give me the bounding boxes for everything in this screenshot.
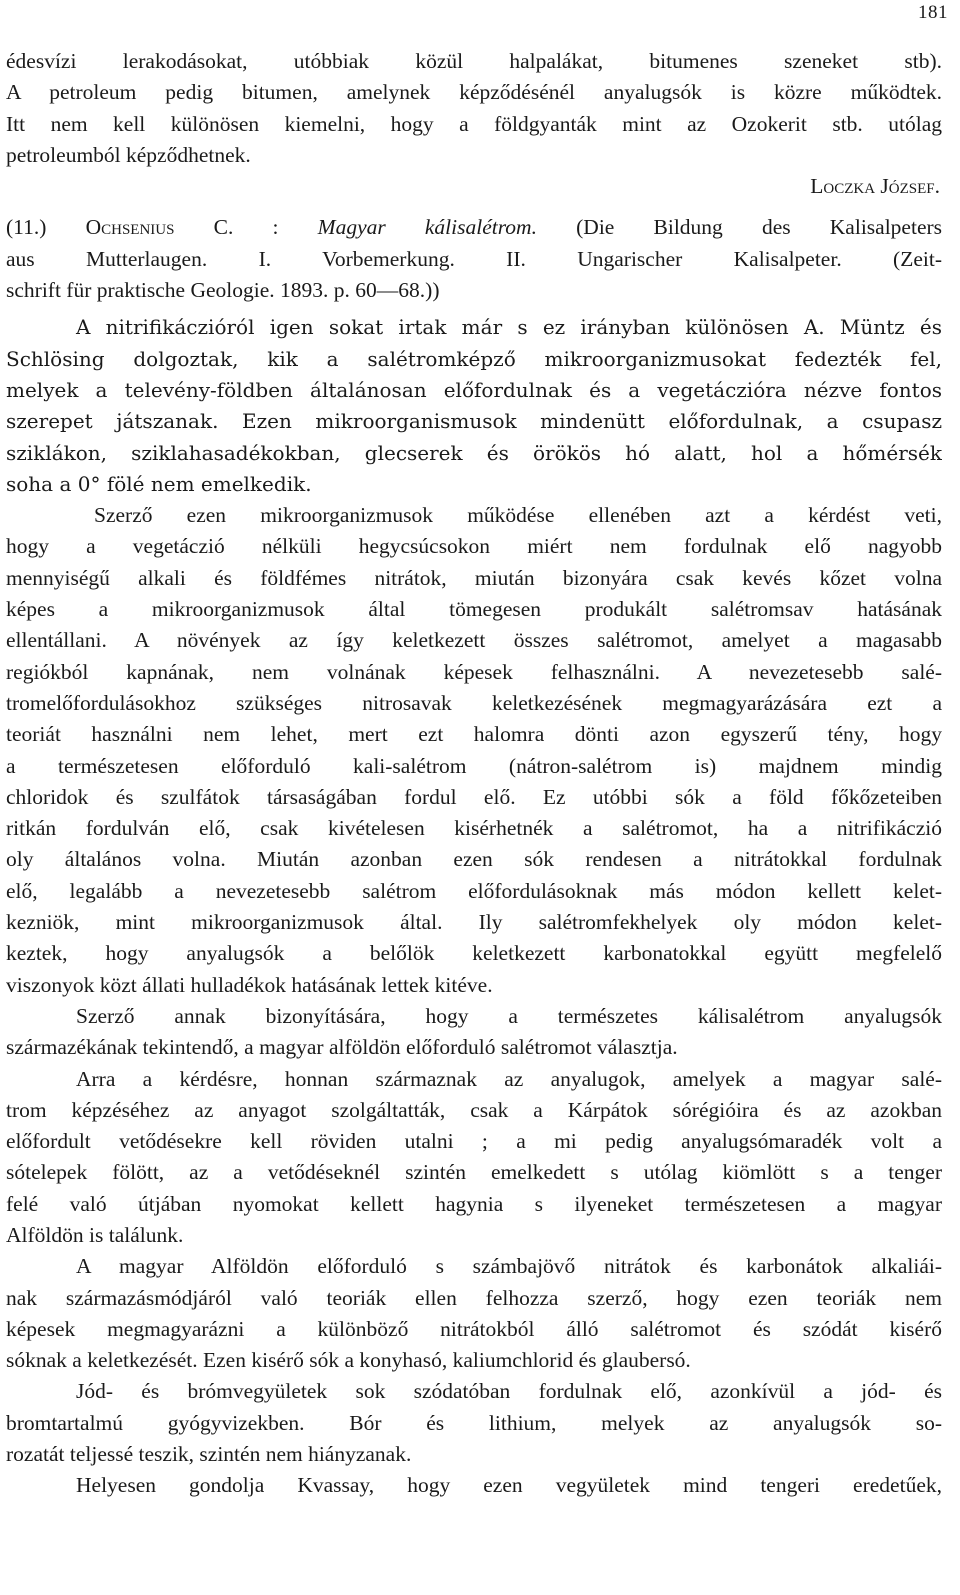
text-line: Schlösing dolgoztak, kik a salétromképző mikroorganizmusokat fedezték fel, — [6, 346, 942, 371]
text-line: szerepet játszanak. Ezen mikroorganismusok mindenütt előfordulnak, a csupasz — [6, 409, 942, 434]
text-line: trom képzéséhez az anyagot szolgáltatták, csak a Kárpátok sórégióira és az azokban — [6, 1097, 942, 1122]
text-line: a természetesen előforduló kali-salétrom (nátron-salétrom is) majdnem mindig — [6, 753, 942, 778]
text-line: Szerző annak bizonyítására, hogy a természetes kálisalétrom anyalugsók — [76, 1003, 942, 1028]
text-line: sóknak a keletkezését. Ezen kisérő sók a konyhasó, kaliumchlorid és glaubersó. — [6, 1348, 691, 1373]
citation-number: (11.) — [6, 215, 47, 240]
page-number: 181 — [918, 2, 948, 23]
text-line: mennyiségű alkali és földfémes nitrátok, miután bizonyára csak kevés kőzet volna — [6, 565, 942, 590]
text-line: ellentállani. A növények az így keletkezett összes salétromot, amelyet a magasabb — [6, 628, 942, 653]
text-line: melyek a televény-földben általánosan előfordulnak és a vegetáczióra nézve fontos — [6, 377, 942, 402]
text-line: Alföldön is találunk. — [6, 1222, 184, 1247]
intro-paragraph — [6, 46, 942, 171]
intro-line: Itt nem kell különösen kiemelni, hogy a földgyanták mint az Ozokerit stb. utólag — [6, 111, 942, 136]
text-line: soha a 0° fölé nem emelkedik. — [6, 471, 312, 496]
text-line: nak származásmódjáról való teoriák ellen felhozza szerző, hogy ezen teoriák nem — [6, 1285, 942, 1310]
text-line: hogy a vegetáczió nélküli hegycsúcsokon miért nem fordulnak elő nagyobb — [6, 534, 942, 559]
text-line: Szerző ezen mikroorganizmusok működése ellenében azt a kérdést veti, — [94, 503, 942, 528]
text-line: elő, legalább a nevezetesebb salétrom előfordulásoknak más módon kellett kelet- — [6, 878, 942, 903]
text-line: keztek, hogy anyalugsók a belőlök keletkezett karbonatokkal együtt megfelelő — [6, 941, 942, 966]
text-line: rozatát teljessé teszik, szintén nem hiányzanak. — [6, 1442, 412, 1467]
text-line: Helyesen gondolja Kvassay, hogy ezen vegyületek mind tengeri eredetűek, — [76, 1473, 942, 1498]
text-line: kezniök, mint mikroorganizmusok által. Ily salétromfekhelyek oly módon kelet- — [6, 910, 942, 935]
text-line: Jód- és brómvegyületek sok szódatóban fordulnak elő, azonkívül a jód- és — [76, 1379, 942, 1404]
text-line: képes a mikroorganizmusok által tömegesen produkált salétromsav hatásának — [6, 597, 942, 622]
intro-line: édesvízi lerakodásokat, utóbbiak közül halpalákat, bitumenes szeneket stb). — [6, 49, 942, 73]
text-line: regiókból kapnának, nem volnának képesek felhasználni. A nevezetesebb salé- — [6, 659, 942, 684]
citation-line1-rest: (Die Bildung des Kalisalpeters — [536, 215, 942, 240]
text-line: viszonyok közt állati hulladékok hatásának lettek kitéve. — [6, 972, 493, 997]
citation-line-3: schrift für praktische Geologie. 1893. p. 60—68.)) — [6, 278, 440, 303]
text-line: chloridok és szulfátok társaságában fordul elő. Ez utóbbi sók a föld főkőzeteiben — [6, 784, 942, 809]
citation-line-2: aus Mutterlaugen. I. Vorbemerkung. II. Ungarischer Kalisalpeter. (Zeit- — [6, 246, 942, 271]
text-line: teoriát használni nem lehet, mert ezt halomra dönti azon egyszerű tény, hogy — [6, 722, 942, 747]
text-line: sótelepek fölött, az a vetődéseknél szintén emelkedett s utólag kiömlött s a tenger — [6, 1160, 942, 1185]
text-line: képesek megmagyarázni a különböző nitrátokból álló salétromot és szódát kisérő — [6, 1316, 942, 1341]
citation-title: Magyar kálisalétrom. — [317, 215, 537, 240]
page-content — [6, 46, 942, 1502]
text-line: Arra a kérdésre, honnan származnak az anyalugok, amelyek a magyar salé- — [76, 1066, 942, 1091]
text-line: sziklákon, sziklahasadékokban, glecserek és örökös hó alatt, hol a hőmérsék — [6, 440, 942, 465]
text-line: A nitrifikáczióról igen sokat irtak már s ez irányban különösen A. Müntz és — [76, 315, 942, 340]
citation — [6, 212, 942, 306]
text-line: felé való útjában nyomokat kellett hagynia s ilyeneket természetesen a magyar — [6, 1191, 942, 1216]
citation-author: Ochsenius C. — [85, 215, 234, 240]
text-line: ritkán fordulván elő, csak kivételesen kisérhetnék a salétromot, ha a nitrifikáczió — [6, 816, 942, 841]
text-line: bromtartalmú gyógyvizekben. Bór és lithium, melyek az anyalugsók so- — [6, 1410, 942, 1435]
text-line: oly általános volna. Miután azonban ezen sók rendesen a nitrátokkal fordulnak — [6, 847, 942, 872]
citation-separator: : — [233, 215, 318, 240]
text-line: származékának tekintendő, a magyar alföldön előforduló salétromot választja. — [6, 1035, 678, 1060]
body-text — [6, 312, 942, 1501]
intro-line: petroleumból képződhetnek. — [6, 142, 251, 167]
signature: Loczka József. — [810, 174, 940, 199]
intro-line: A petroleum pedig bitumen, amelynek képződésénél anyalugsók is közre működtek. — [6, 80, 942, 105]
text-line: előfordult vetődésekre kell röviden utalni ; a mi pedig anyalugsómaradék volt a — [6, 1129, 942, 1154]
text-line: A magyar Alföldön előforduló s számbajövő nitrátok és karbonátok alkaliái- — [76, 1254, 942, 1279]
text-line: tromelőfordulásokhoz szükséges nitrosavak keletkezésének megmagyarázására ezt a — [6, 690, 942, 715]
